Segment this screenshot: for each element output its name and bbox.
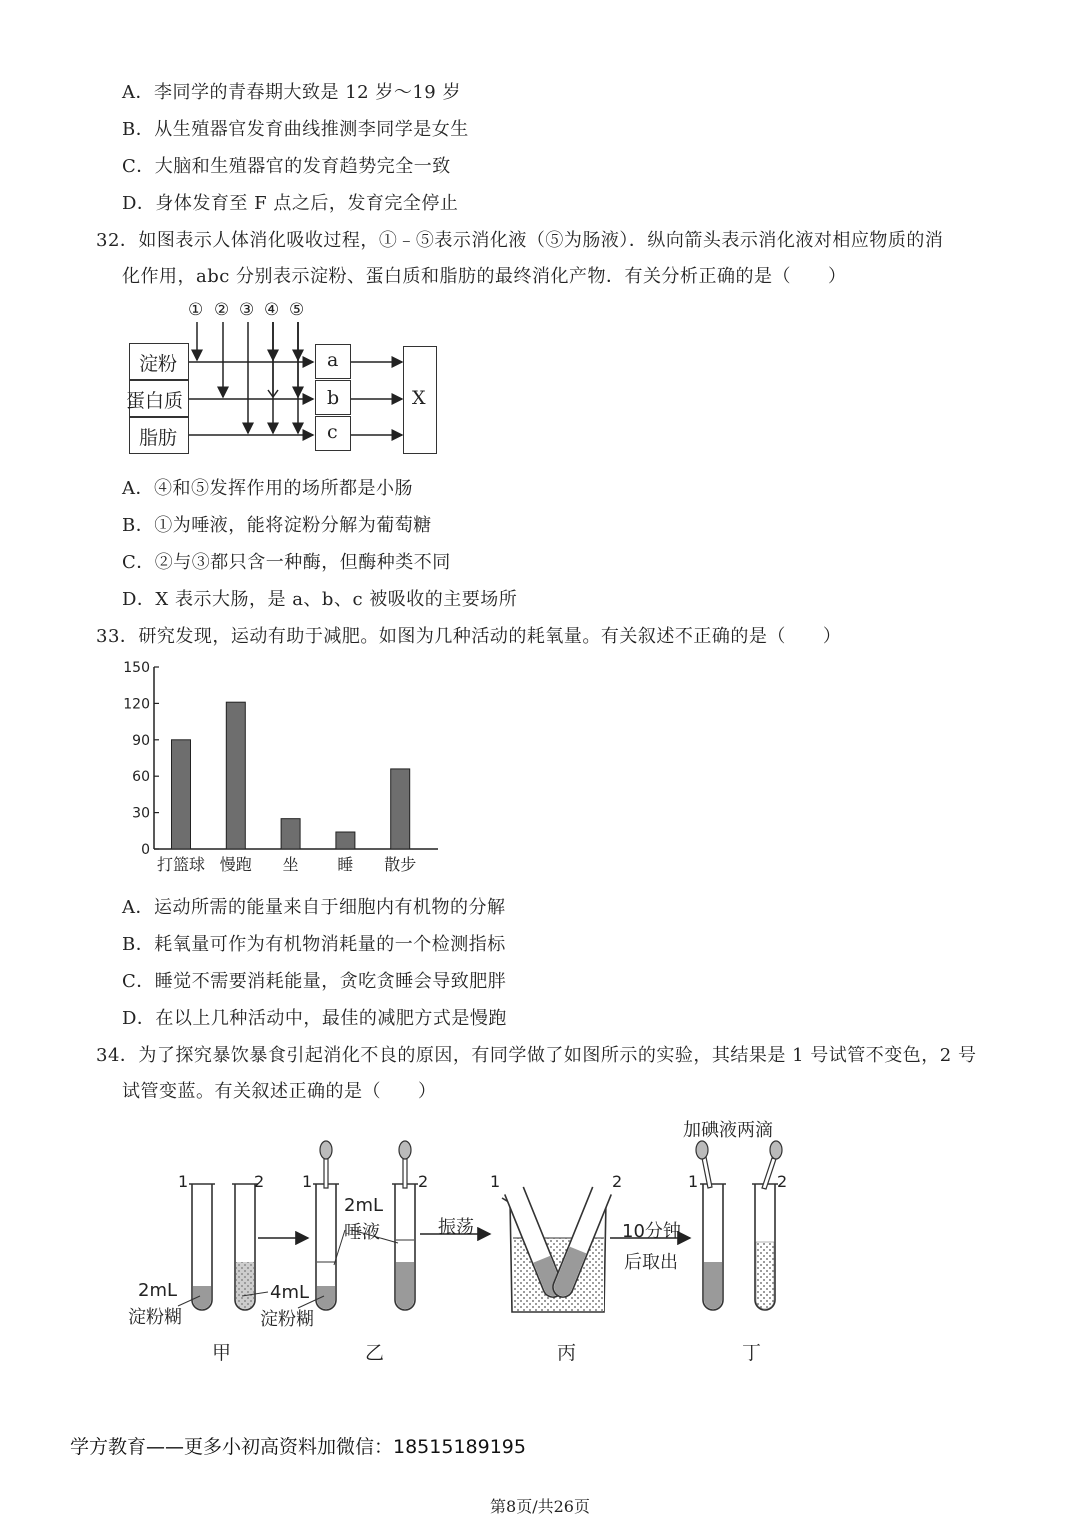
- y-tick-label: 120: [123, 696, 150, 713]
- q33-stem: 33．研究发现，运动有助于减肥。如图为几种活动的耗氧量。有关叙述不正确的是（ ）: [96, 626, 842, 647]
- y-tick-label: 90: [132, 732, 150, 749]
- q32-option-c: C．②与③都只含一种酶，但酶种类不同: [122, 552, 451, 573]
- q33-option-a: A．运动所需的能量来自于细胞内有机物的分解: [122, 897, 506, 918]
- digestion-diagram: [120, 298, 450, 468]
- stage-ding-tubes: [696, 1141, 782, 1310]
- product-box-b: [315, 380, 351, 415]
- bing-tube-1-label: 1: [490, 1172, 501, 1191]
- oxygen-consumption-chart: [118, 652, 458, 882]
- q32-option-d: D．X 表示大肠，是 a、b、c 被吸收的主要场所: [122, 589, 518, 610]
- yi-tube-1-label: 1: [302, 1172, 313, 1191]
- product-label-a: a: [327, 349, 339, 371]
- experiment-drawing: [120, 1110, 820, 1370]
- product-box-c: [315, 416, 351, 451]
- shake-label: 振荡: [438, 1217, 474, 1238]
- q32-stem-line1: 32．如图表示人体消化吸收过程，①﹣⑤表示消化液（⑤为肠液）．纵向箭头表示消化液对相应物质的消: [96, 230, 944, 251]
- experiment-diagram: [120, 1110, 820, 1370]
- circle-label-3: ③: [239, 300, 255, 320]
- x-tick-label: 慢跑: [219, 855, 252, 874]
- q34-stem-line2: 试管变蓝。有关叙述正确的是（ ）: [122, 1081, 437, 1102]
- ding-tube-1-label: 1: [688, 1172, 699, 1191]
- q31-option-b: B．从生殖器官发育曲线推测李同学是女生: [122, 119, 469, 140]
- q31-option-d: D．身体发育至 F 点之后，发育完全停止: [122, 193, 459, 214]
- starch-2ml-label: 淀粉糊: [128, 1307, 182, 1328]
- nutrient-box-protein: [126, 380, 189, 417]
- stage-bing-beaker: [502, 1187, 611, 1312]
- nutrient-box-starch: [129, 343, 189, 380]
- ding-tube-2-label: 2: [777, 1172, 788, 1191]
- q33-option-c: C．睡觉不需要消耗能量，贪吃贪睡会导致肥胖: [122, 971, 507, 992]
- q33-option-d: D．在以上几种活动中，最佳的减肥方式是慢跑: [122, 1008, 507, 1029]
- starch-2ml-amount: 2mL: [138, 1280, 178, 1301]
- nutrient-label-starch: 淀粉: [139, 353, 178, 375]
- circle-label-2: ②: [214, 300, 230, 320]
- yi-tube-2-label: 2: [418, 1172, 429, 1191]
- time-label-1: 10分钟: [622, 1221, 681, 1242]
- q31-option-a: A．李同学的青春期大致是 12 岁～19 岁: [122, 82, 461, 103]
- bar-3: [336, 832, 355, 849]
- bing-tube-2-label: 2: [612, 1172, 623, 1191]
- y-tick-label: 30: [132, 805, 150, 822]
- time-label-2: 后取出: [624, 1252, 678, 1273]
- starch-4ml-label: 淀粉糊: [260, 1309, 314, 1330]
- y-tick-label: 150: [123, 660, 150, 676]
- x-tick-label: 打篮球: [156, 855, 206, 874]
- q32-option-a: A．④和⑤发挥作用的场所都是小肠: [122, 478, 413, 499]
- q34-stem-line1: 34．为了探究暴饮暴食引起消化不良的原因，有同学做了如图所示的实验，其结果是 1 号试管不变色，2 号: [96, 1045, 977, 1066]
- bar-2: [281, 819, 300, 849]
- q33-option-b: B．耗氧量可作为有机物消耗量的一个检测指标: [122, 934, 506, 955]
- circle-label-4: ④: [264, 300, 280, 320]
- page-number: 第8页/共26页: [490, 1497, 590, 1516]
- product-box-a: [315, 344, 351, 379]
- saliva-label: 唾液: [344, 1222, 380, 1243]
- footer-advert: 学方教育——更多小初高资料加微信：18515189195: [70, 1436, 526, 1458]
- stage-jia-tubes: [178, 1184, 268, 1310]
- circle-label-5: ⑤: [289, 300, 305, 320]
- saliva-amount: 2mL: [344, 1195, 384, 1216]
- y-tick-label: 0: [141, 842, 150, 858]
- bar-0: [172, 740, 191, 849]
- x-tick-label: 坐: [282, 855, 299, 874]
- product-label-b: b: [327, 387, 340, 409]
- q32-option-b: B．①为唾液，能将淀粉分解为葡萄糖: [122, 515, 432, 536]
- circle-label-1: ①: [188, 300, 204, 320]
- target-box-x: [403, 346, 437, 454]
- stage-label-jia: 甲: [212, 1342, 232, 1364]
- nutrient-label-protein: 蛋白质: [126, 390, 184, 412]
- jia-tube-2-label: 2: [254, 1172, 265, 1191]
- y-tick-label: 60: [132, 769, 150, 786]
- bar-1: [226, 702, 245, 849]
- product-label-c: c: [327, 421, 338, 443]
- nutrient-box-fat: [129, 417, 189, 454]
- nutrient-label-fat: 脂肪: [139, 427, 178, 449]
- bar-4: [391, 769, 410, 849]
- jia-tube-1-label: 1: [178, 1172, 189, 1191]
- starch-4ml-amount: 4mL: [270, 1282, 310, 1303]
- target-label-x: X: [412, 387, 426, 409]
- x-tick-label: 散步: [384, 855, 417, 874]
- iodine-label: 加碘液两滴: [683, 1120, 773, 1141]
- stage-label-ding: 丁: [742, 1342, 762, 1364]
- stage-label-yi: 乙: [365, 1342, 385, 1364]
- q32-stem-line2: 化作用，abc 分别表示淀粉、蛋白质和脂肪的最终消化产物．有关分析正确的是（ ）: [122, 266, 847, 287]
- x-tick-label: 睡: [337, 855, 354, 874]
- stage-label-bing: 丙: [557, 1342, 577, 1364]
- q31-option-c: C．大脑和生殖器官的发育趋势完全一致: [122, 156, 451, 177]
